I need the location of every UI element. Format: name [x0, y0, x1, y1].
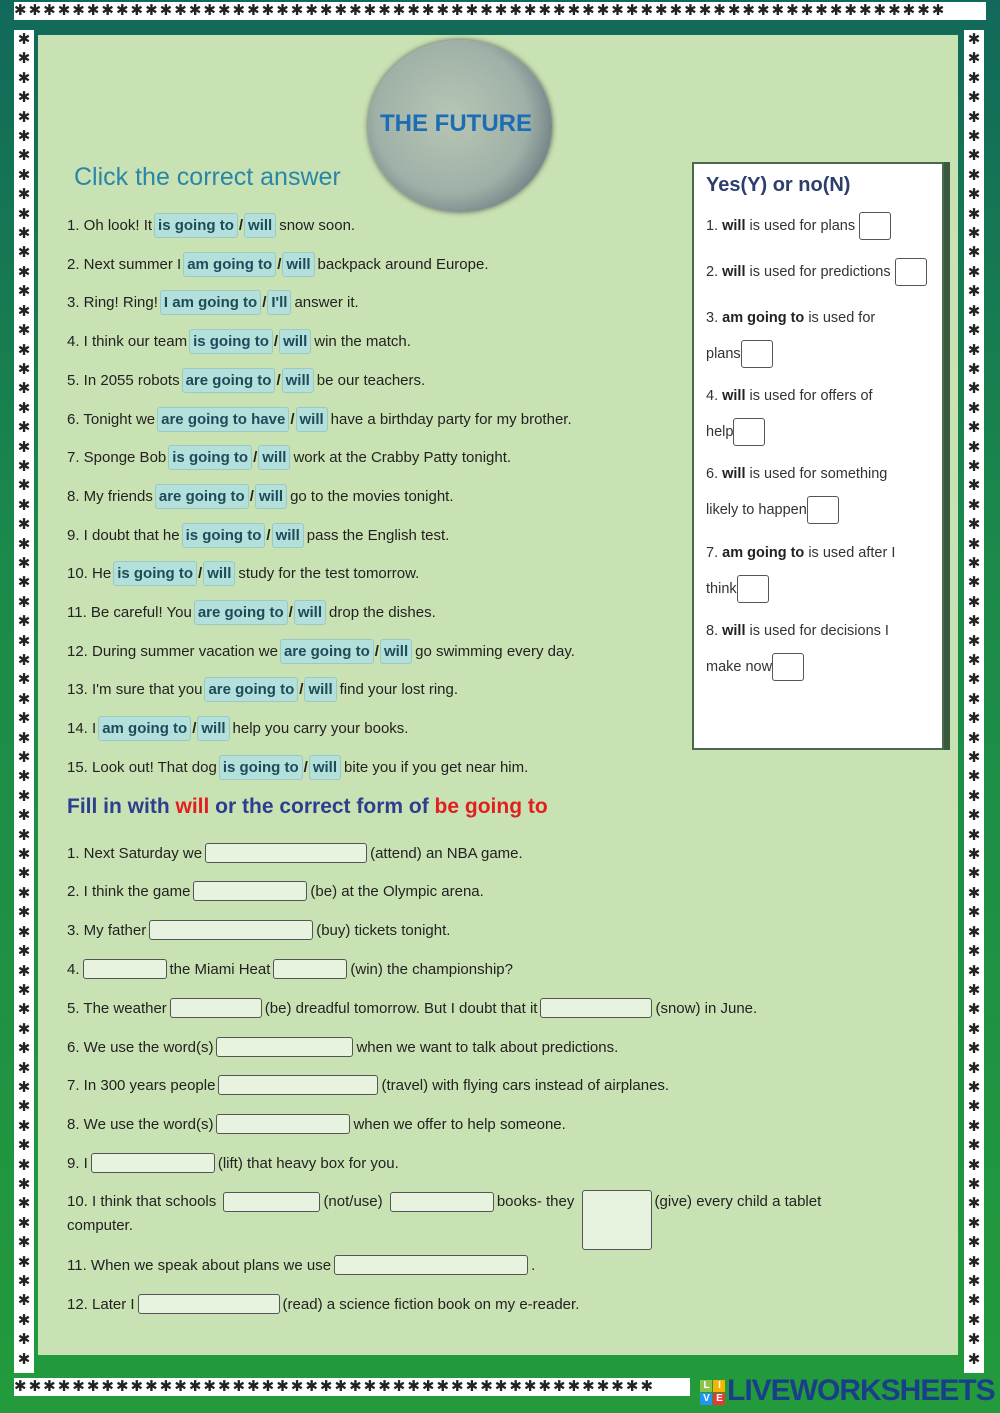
answer-blank[interactable] [205, 843, 367, 863]
item-text: likely to happen [706, 501, 807, 518]
option-will[interactable]: will [380, 639, 412, 664]
question-prefix: 13. I'm sure that you [67, 681, 203, 699]
yes-no-item-cont [706, 575, 769, 603]
slash: / [249, 487, 254, 505]
fill-text: (attend) an NBA game. [370, 844, 523, 862]
item-keyword: am going to [722, 310, 805, 326]
answer-box[interactable] [733, 418, 765, 446]
fill-text: (be) at the Olympic arena. [310, 882, 484, 900]
item-text: is used for offers of [749, 388, 873, 404]
answer-box[interactable] [772, 653, 804, 681]
slash: / [266, 526, 271, 544]
fill-text: (give) every child a tablet computer. [67, 1193, 822, 1234]
yes-no-item [706, 466, 887, 482]
item-text: is used for plans [749, 217, 856, 234]
fill-text: when we want to talk about predictions. [356, 1038, 619, 1056]
item-text: is used for [808, 310, 876, 326]
option-going-to[interactable]: I am going to [160, 290, 261, 315]
question-prefix: 14. I [67, 720, 97, 738]
fill-row [67, 1075, 867, 1095]
fill-text: when we offer to help someone. [353, 1115, 566, 1133]
slash: / [277, 255, 282, 273]
option-will[interactable]: will [272, 523, 304, 548]
yes-no-panel [692, 162, 944, 750]
fill-text: 9. I [67, 1154, 88, 1172]
question-row [67, 252, 489, 277]
fill-text: 2. I think the game [67, 882, 191, 900]
question-prefix: 1. Oh look! It [67, 217, 153, 234]
fill-text: 11. When we speak about plans we use [67, 1256, 332, 1274]
question-prefix: 10. He [67, 565, 112, 583]
item-number: 2. [706, 263, 719, 280]
fill-text: 1. Next Saturday we [67, 844, 203, 862]
fill-text: 10. I think that schools [67, 1193, 217, 1210]
fill-text: books- they [496, 1193, 575, 1210]
yes-no-item [706, 545, 895, 561]
item-keyword: will [722, 466, 746, 482]
answer-blank[interactable] [582, 1190, 652, 1250]
item-number: 7. [706, 545, 719, 561]
question-suffix: go to the movies tonight. [290, 487, 454, 505]
item-keyword: am going to [722, 545, 805, 561]
question-prefix: 8. My friends [67, 487, 153, 505]
fill-text: the Miami Heat [169, 960, 271, 978]
yes-no-item-cont [706, 496, 839, 524]
question-prefix: 7. Sponge Bob [67, 449, 167, 467]
yes-no-item [706, 258, 927, 286]
fill-row [67, 1190, 857, 1238]
slash: / [238, 217, 244, 234]
slash: / [262, 294, 267, 312]
yes-no-item-cont [706, 340, 773, 368]
question-row [67, 600, 436, 625]
question-suffix: have a birthday party for my brother. [330, 410, 572, 428]
item-text: plans [706, 345, 741, 362]
option-going-to[interactable]: are going to [155, 484, 249, 509]
question-row [67, 716, 408, 741]
fill-text: (buy) tickets tonight. [316, 921, 451, 939]
fill-row [67, 959, 867, 979]
option-going-to[interactable]: are going to [204, 677, 298, 702]
option-will[interactable]: will [294, 600, 326, 625]
question-prefix: 3. Ring! Ring! [67, 294, 158, 312]
logo-text: LIVEWORKSHEETS [727, 1374, 995, 1407]
answer-blank[interactable] [91, 1153, 215, 1173]
item-keyword: will [722, 388, 746, 404]
question-row [67, 368, 425, 393]
worksheet-title: THE FUTURE [380, 110, 532, 137]
option-going-to[interactable]: is going to [182, 523, 266, 548]
logo-letter: L [700, 1380, 712, 1392]
fill-text: 5. The weather [67, 999, 167, 1017]
liveworksheets-logo [700, 1374, 995, 1408]
option-going-to[interactable]: are going to [194, 600, 288, 625]
yes-no-item [706, 212, 891, 240]
answer-blank[interactable] [193, 881, 307, 901]
slash: / [303, 758, 308, 776]
question-prefix: 2. Next summer I [67, 255, 182, 273]
logo-letter: E [713, 1393, 725, 1405]
question-row [67, 484, 454, 509]
fill-row [67, 1037, 867, 1057]
option-going-to[interactable]: are going to have [157, 407, 289, 432]
option-going-to[interactable]: is going to [168, 445, 252, 470]
option-will[interactable]: will [296, 407, 328, 432]
question-row [67, 445, 511, 470]
question-suffix: help you carry your books. [232, 720, 409, 738]
logo-letter: I [713, 1380, 725, 1392]
fill-text: 8. We use the word(s) [67, 1115, 214, 1133]
option-will[interactable]: will [304, 677, 336, 702]
item-text: is used for predictions [749, 263, 891, 280]
item-text: is used for decisions I [749, 623, 889, 639]
slash: / [288, 604, 293, 621]
option-going-to[interactable]: is going to [154, 213, 238, 238]
slash: / [273, 333, 279, 351]
fill-row [67, 1153, 867, 1173]
section1-heading: Click the correct answer [74, 163, 341, 191]
question-suffix: study for the test tomorrow. [238, 565, 420, 583]
answer-box[interactable] [737, 575, 769, 603]
question-prefix: 11. Be careful! You [67, 604, 192, 621]
yes-no-item [706, 310, 875, 326]
fill-text: 7. In 300 years people [67, 1076, 216, 1094]
border-top: ✱✱✱✱✱✱✱✱✱✱✱✱✱✱✱✱✱✱✱✱✱✱✱✱✱✱✱✱✱✱✱✱✱✱✱✱✱✱✱✱✱✱✱✱✱✱✱✱✱✱✱✱✱✱✱✱✱✱✱✱✱✱✱✱ [14, 2, 986, 20]
option-going-to[interactable]: is going to [189, 329, 273, 354]
yes-no-item [706, 623, 889, 639]
item-number: 8. [706, 623, 719, 639]
fill-row [67, 1294, 867, 1314]
question-row [67, 407, 572, 432]
question-row [67, 290, 359, 315]
fill-row [67, 1255, 867, 1275]
logo-badge [700, 1380, 725, 1405]
fill-row [67, 1114, 867, 1134]
question-prefix: 6. Tonight we [67, 410, 156, 428]
answer-blank[interactable] [540, 998, 652, 1018]
border-bottom: ✱✱✱✱✱✱✱✱✱✱✱✱✱✱✱✱✱✱✱✱✱✱✱✱✱✱✱✱✱✱✱✱✱✱✱✱✱✱✱✱✱✱✱✱ [14, 1378, 690, 1396]
yes-no-item [706, 388, 873, 404]
heading-will: will [175, 795, 210, 818]
option-going-to[interactable]: is going to [113, 561, 197, 586]
answer-blank[interactable] [273, 959, 347, 979]
question-prefix: 9. I doubt that he [67, 526, 180, 544]
option-going-to[interactable]: are going to [182, 368, 276, 393]
answer-blank[interactable] [334, 1255, 528, 1275]
fill-row [67, 920, 867, 940]
slash: / [299, 681, 304, 699]
item-keyword: will [722, 217, 746, 234]
question-row [67, 523, 449, 548]
question-prefix: 15. Look out! That dog [67, 758, 217, 776]
fill-row [67, 998, 867, 1018]
option-will[interactable]: will [309, 755, 341, 780]
fill-row [67, 843, 867, 863]
fill-text: 12. Later I [67, 1295, 135, 1313]
answer-blank[interactable] [149, 920, 313, 940]
question-suffix: snow soon. [279, 217, 356, 234]
yes-no-item-cont [706, 653, 804, 681]
answer-blank[interactable] [216, 1114, 350, 1134]
question-suffix: drop the dishes. [329, 604, 436, 621]
question-row [67, 329, 411, 354]
yes-no-item-cont [706, 418, 765, 446]
question-suffix: win the match. [314, 333, 411, 351]
option-will[interactable]: will [282, 368, 314, 393]
option-going-to[interactable]: are going to [280, 639, 374, 664]
border-right: ✱✱✱✱✱✱✱✱✱✱✱✱✱✱✱✱✱✱✱✱✱✱✱✱✱✱✱✱✱✱✱✱✱✱✱✱✱✱✱✱✱✱✱✱✱✱✱✱✱✱✱✱✱✱✱✱✱✱✱✱✱✱✱✱✱✱✱✱✱ [964, 30, 984, 1373]
slash: / [198, 565, 203, 583]
answer-blank[interactable] [218, 1075, 378, 1095]
answer-blank[interactable] [390, 1192, 494, 1212]
item-text: help [706, 423, 734, 440]
fill-text: (not/use) [323, 1193, 383, 1210]
question-suffix: answer it. [294, 294, 359, 312]
slash: / [374, 642, 379, 660]
fill-text: (read) a science fiction book on my e-reader. [282, 1295, 580, 1313]
item-keyword: will [722, 263, 746, 280]
fill-text: . [531, 1256, 536, 1274]
item-keyword: will [722, 623, 746, 639]
item-text: is used for something [749, 466, 888, 482]
question-row [67, 213, 355, 238]
question-suffix: pass the English test. [306, 526, 450, 544]
fill-text: (win) the championship? [350, 960, 513, 978]
answer-box[interactable] [807, 496, 839, 524]
border-left: ✱✱✱✱✱✱✱✱✱✱✱✱✱✱✱✱✱✱✱✱✱✱✱✱✱✱✱✱✱✱✱✱✱✱✱✱✱✱✱✱✱✱✱✱✱✱✱✱✱✱✱✱✱✱✱✱✱✱✱✱✱✱✱✱✱✱✱✱✱ [14, 30, 34, 1373]
answer-box[interactable] [859, 212, 891, 240]
fill-row [67, 881, 867, 901]
option-will[interactable]: will [244, 213, 276, 238]
answer-blank[interactable] [223, 1192, 320, 1212]
fill-text: (be) dreadful tomorrow. But I doubt that it [264, 999, 538, 1017]
option-will[interactable]: will [258, 445, 290, 470]
option-will[interactable]: will [197, 716, 229, 741]
item-text: make now [706, 658, 773, 675]
fill-text: (lift) that heavy box for you. [217, 1154, 399, 1172]
slash: / [276, 371, 281, 389]
question-suffix: backpack around Europe. [317, 255, 489, 273]
fill-text: 3. My father [67, 921, 147, 939]
heading-part: or the correct form of [209, 795, 435, 818]
question-suffix: work at the Crabby Patty tonight. [293, 449, 512, 467]
question-prefix: 4. I think our team [67, 333, 188, 351]
slash: / [290, 410, 295, 428]
question-prefix: 12. During summer vacation we [67, 642, 278, 660]
option-going-to[interactable]: is going to [219, 755, 303, 780]
question-prefix: 5. In 2055 robots [67, 371, 180, 389]
fill-text: 6. We use the word(s) [67, 1038, 214, 1056]
section2-heading [67, 795, 548, 819]
option-will[interactable]: will [203, 561, 235, 586]
item-text: is used after I [808, 545, 896, 561]
question-row [67, 755, 528, 780]
answer-box[interactable] [741, 340, 773, 368]
option-will[interactable]: will [255, 484, 287, 509]
fill-text: (snow) in June. [655, 999, 758, 1017]
question-row [67, 561, 419, 586]
question-suffix: go swimming every day. [415, 642, 575, 660]
fill-text: 4. [67, 960, 80, 978]
item-number: 3. [706, 310, 719, 326]
heading-be-going-to: be going to [434, 795, 548, 818]
question-suffix: bite you if you get near him. [344, 758, 529, 776]
option-will[interactable]: will [279, 329, 311, 354]
option-going-to[interactable]: am going to [98, 716, 191, 741]
item-number: 4. [706, 388, 719, 404]
option-going-to[interactable]: am going to [183, 252, 276, 277]
heading-part: Fill in with [67, 795, 176, 818]
item-text: think [706, 580, 737, 597]
answer-blank[interactable] [138, 1294, 280, 1314]
answer-blank[interactable] [216, 1037, 353, 1057]
fill-text: (travel) with flying cars instead of airplanes. [381, 1076, 670, 1094]
question-row [67, 677, 458, 702]
logo-letter: V [700, 1393, 712, 1405]
answer-box[interactable] [895, 258, 927, 286]
question-suffix: be our teachers. [316, 371, 426, 389]
answer-blank[interactable] [83, 959, 167, 979]
slash: / [192, 720, 197, 738]
question-row [67, 639, 575, 664]
question-suffix: find your lost ring. [339, 681, 459, 699]
item-number: 1. [706, 217, 719, 234]
yes-no-title: Yes(Y) or no(N) [706, 174, 851, 196]
option-will[interactable]: I'll [267, 290, 291, 315]
item-number: 6. [706, 466, 719, 482]
slash: / [253, 449, 258, 467]
answer-blank[interactable] [170, 998, 262, 1018]
option-will[interactable]: will [282, 252, 314, 277]
